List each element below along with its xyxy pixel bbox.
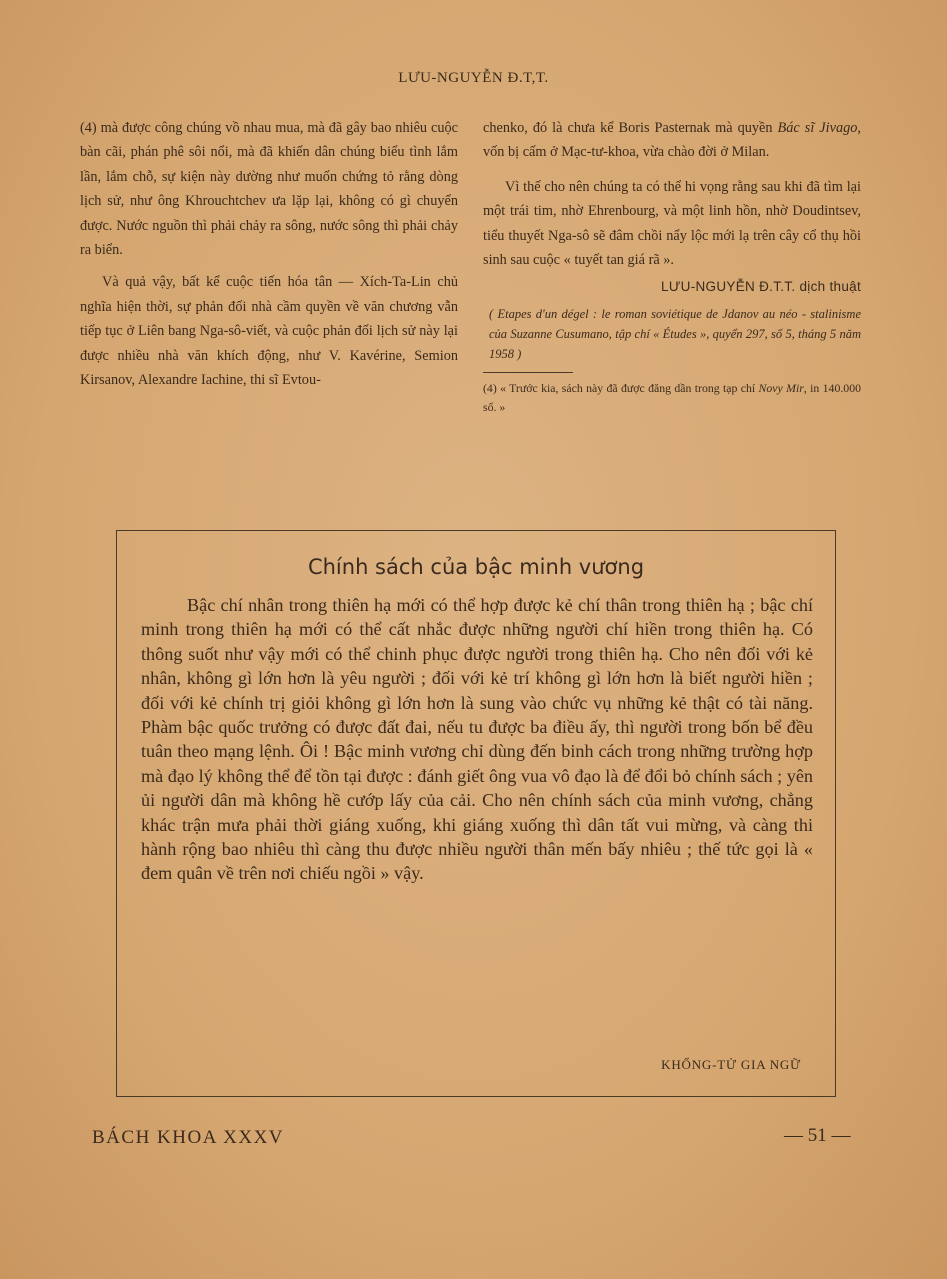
- source-note: ( Etapes d'un dégel : le roman soviétique de Jdanov au néo - stalinisme của Suzanne Cusumano, tập chí « Études », quyển 297, số 5, tháng 5 năm 1958 ): [489, 306, 861, 361]
- footnote: [483, 379, 861, 417]
- footnote-start: (4) « Trước kia, sách này đã được đăng dần trong tạp chí: [483, 380, 759, 395]
- left-paragraph-2: Và quả vậy, bất kể cuộc tiến hóa tân — Xích-Ta-Lin chủ nghĩa hiện thời, sự phản đối nhà cầm quyền về văn chương vẫn tiếp tục ở Liên bang Nga-sô-viết, và cuộc phản đối lịch sử này lại được nhiều nhà văn khích động, như V. Kavérine, Semion Kirsanov, Alexandre Iachine, thi sĩ Evtou-: [80, 274, 458, 389]
- quote-box-title: Chính sách của bậc minh vương: [307, 555, 645, 579]
- running-head: LƯU-NGUYỄN Đ.T,T.: [398, 70, 549, 86]
- page-number: — 51 —: [784, 1125, 851, 1146]
- quote-box-source: KHỔNG-TỬ GIA NGỮ: [661, 1057, 801, 1072]
- right-paragraph-1: [483, 116, 861, 165]
- right-paragraph-1-start: chenko, đó là chưa kể Boris Pasternak mà quyền: [483, 120, 778, 136]
- left-paragraph-1: (4) mà được công chúng vồ nhau mua, mà đã gây bao nhiêu cuộc bàn cãi, phán phê sôi nổi, mà đã khiến dân chúng biểu tình lắm lần, lắm chỗ, sự kiện này dường như muốn chứng tỏ rằng dòng lịch sử, như ông Khrouchtchev ưa lặp lại, không có gì chuyển được. Nước nguồn thì phải chảy ra sông, nước sông thì phải chảy ra biển.: [80, 120, 458, 259]
- quote-box: [116, 530, 836, 1097]
- magazine-title: Novy Mir: [758, 380, 804, 395]
- quote-box-text: Bậc chí nhân trong thiên hạ mới có thể hợp được kẻ chí thân trong thiên hạ ; bậc chí minh trong thiên hạ mới có thể cất nhắc được những người chí hiền trong thiên hạ. Có thông suốt như vậy mới có thể chinh phục được người trong thiên hạ. Cho nên đối với kẻ nhân, không gì lớn hơn là yêu người ; đối với kẻ trí không gì lớn hơn là biết người hiền ; đối với kẻ chính trị giỏi không gì lớn hơn là sung vào chức vụ những kẻ thật có tài năng. Phàm bậc quốc trưởng có được đất đai, nếu tu được ba điều ấy, thì người trong bốn bể đều tuân theo mạng lệnh. Ôi ! Bậc minh vương chỉ dùng đến binh cách trong những trường hợp mà đạo lý không thể để tồn tại được : đánh giết ông vua vô đạo là để đổi bỏ chính sách ; yên ủi người dân mà không hề cướp lấy của cải. Cho nên chính sách của minh vương, chẳng khác trận mưa phải thời giáng xuống, khi giáng xuống thì dân tất vui mừng, và càng thi hành rộng bao nhiêu thì càng thu được nhiều người thân mến bấy nhiêu ; thế tức gọi là « đem quân về trên nơi chiếu ngồi » vậy.: [141, 595, 813, 884]
- right-column: [483, 116, 861, 417]
- footnote-rule: [483, 372, 573, 373]
- footnote-end: , in 140.000 số. »: [483, 380, 861, 414]
- left-column: [80, 116, 458, 392]
- journal-name: BÁCH KHOA XXXV: [92, 1127, 285, 1148]
- right-paragraph-2: Vì thế cho nên chúng ta có thể hi vọng rằng sau khi đã tìm lại một trái tim, nhờ Ehrenbourg, và một linh hồn, nhờ Doudintsev, tiểu thuyết Nga-sô sẽ đâm chồi nẩy lộc mới lạ trên cây cổ thụ hồi sinh sau cuộc « tuyết tan giá rã ».: [483, 178, 861, 269]
- right-paragraph-1-end: , vốn bị cấm ở Mạc-tư-khoa, vừa chào đời ở Milan.: [483, 120, 861, 161]
- book-title: Bác sĩ Jivago: [777, 120, 858, 136]
- translator-signature: LƯU-NGUYỄN Đ.T.T. dịch thuật: [661, 279, 861, 295]
